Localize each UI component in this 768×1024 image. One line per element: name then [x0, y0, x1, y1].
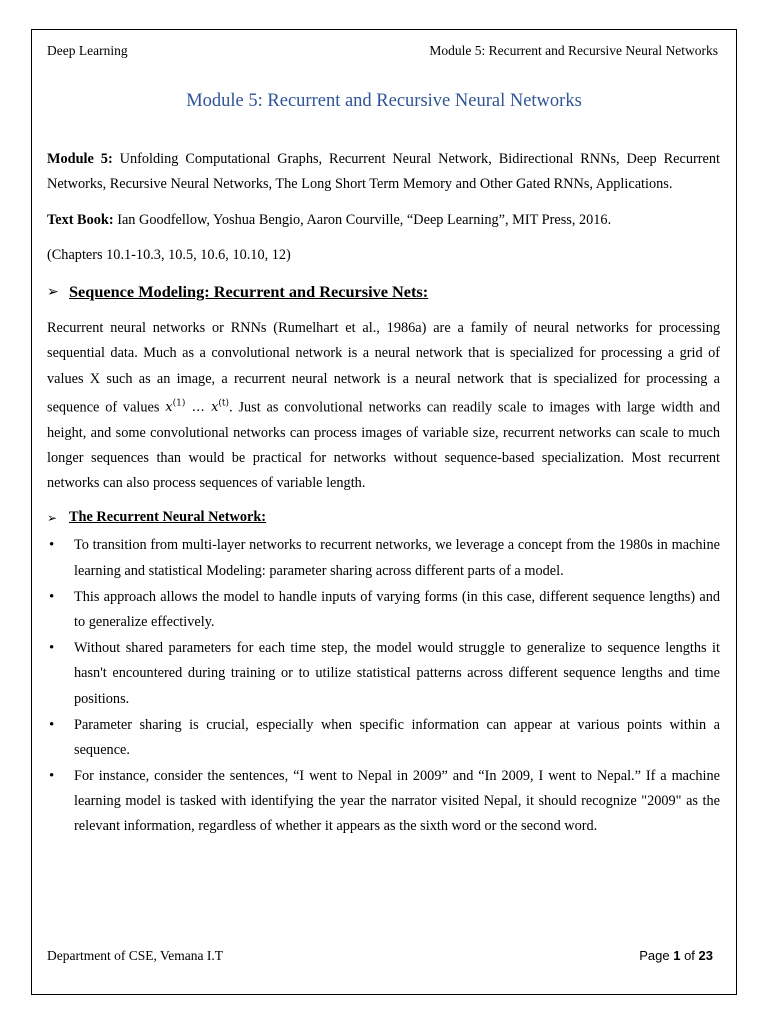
textbook-paragraph [47, 208, 720, 233]
page-word: Page [639, 948, 674, 963]
math-sup-1: (1) [172, 398, 186, 409]
footer-department: Department of CSE, Vemana I.T [47, 948, 223, 963]
page-current: 1 [673, 948, 681, 963]
page-total: 23 [698, 948, 713, 963]
section-heading-rnn [47, 509, 720, 526]
intro-text-part1: Recurrent neural networks or RNNs (Rumelhart et al., 1986a) are a family of neural networks for processing sequential data. Much as a convolutional network is a neural network that is specialized for processing a grid of values X such as an image, a recurrent neural network is a neural network that is specialized for processing a sequence of values [47, 320, 720, 416]
list-item: • Without shared parameters for each time step, the model would struggle to generalize to sequence lengths it hasn't encountered during training or to utilize statistical patterns across different sequence lengths and time positions. [47, 636, 720, 712]
section-heading-sequence-modeling [47, 282, 720, 302]
page-border [31, 29, 737, 995]
math-ellipsis: … [185, 400, 212, 416]
textbook-label: Text Book: [47, 212, 114, 228]
header-right: Module 5: Recurrent and Recursive Neural Networks [429, 43, 718, 58]
intro-paragraph [47, 316, 720, 496]
list-item: • Parameter sharing is crucial, especially when specific information can appear at various points within a sequence. [47, 713, 720, 764]
math-sup-t: (t) [218, 398, 230, 409]
module-label: Module 5: [47, 151, 113, 167]
list-item: • To transition from multi-layer networks to recurrent networks, we leverage a concept from the 1980s in machine learning and statistical Modeling: parameter sharing across different parts of a model. [47, 533, 720, 584]
rnn-bullet-list [47, 533, 720, 839]
intro-text-part2: . Just as convolutional networks can readily scale to images with large width and height, and some convolutional networks can process images of variable size, recurrent networks can scale to much longer sequences than would be practical for networks without sequence-based specialization. Most recurrent networks can also process sequences of variable length. [47, 399, 720, 492]
page-number [639, 948, 713, 964]
page-footer [47, 948, 713, 964]
arrow-bullet-icon: ➢ [47, 510, 58, 525]
page-title: Module 5: Recurrent and Recursive Neural Networks [186, 91, 582, 111]
arrow-bullet-icon: ➢ [47, 284, 59, 300]
section-title: Sequence Modeling: Recurrent and Recursive Nets: [69, 282, 429, 301]
math-sequence [165, 400, 229, 415]
list-item: • This approach allows the model to handle inputs of varying forms (in this case, different sequence lengths) and to generalize effectively. [47, 585, 720, 636]
page-header [47, 43, 718, 59]
chapters-line: (Chapters 10.1-10.3, 10.5, 10.6, 10.10, 12) [47, 247, 291, 263]
module-paragraph [47, 147, 720, 197]
math-x-first: x [165, 400, 173, 416]
page-of: of [680, 948, 699, 963]
module-topics: Unfolding Computational Graphs, Recurrent Neural Network, Bidirectional RNNs, Deep Recurrent Networks, Recursive Neural Networks, The Long Short Term Memory and Other Gated RNNs, Applications. [47, 151, 720, 192]
document-body [47, 147, 720, 840]
subsection-title: The Recurrent Neural Network: [69, 509, 267, 526]
header-left: Deep Learning [47, 43, 128, 58]
math-x-last: x [211, 400, 219, 416]
list-item: • For instance, consider the sentences, “I went to Nepal in 2009” and “In 2009, I went to Nepal.” If a machine learning model is tasked with identifying the year the narrator visited Nepal, it should recognize "2009" as the relevant information, regardless of whether it appears as the sixth word or the second word. [47, 764, 720, 840]
textbook-reference: Ian Goodfellow, Yoshua Bengio, Aaron Courville, “Deep Learning”, MIT Press, 2016. [117, 212, 612, 228]
